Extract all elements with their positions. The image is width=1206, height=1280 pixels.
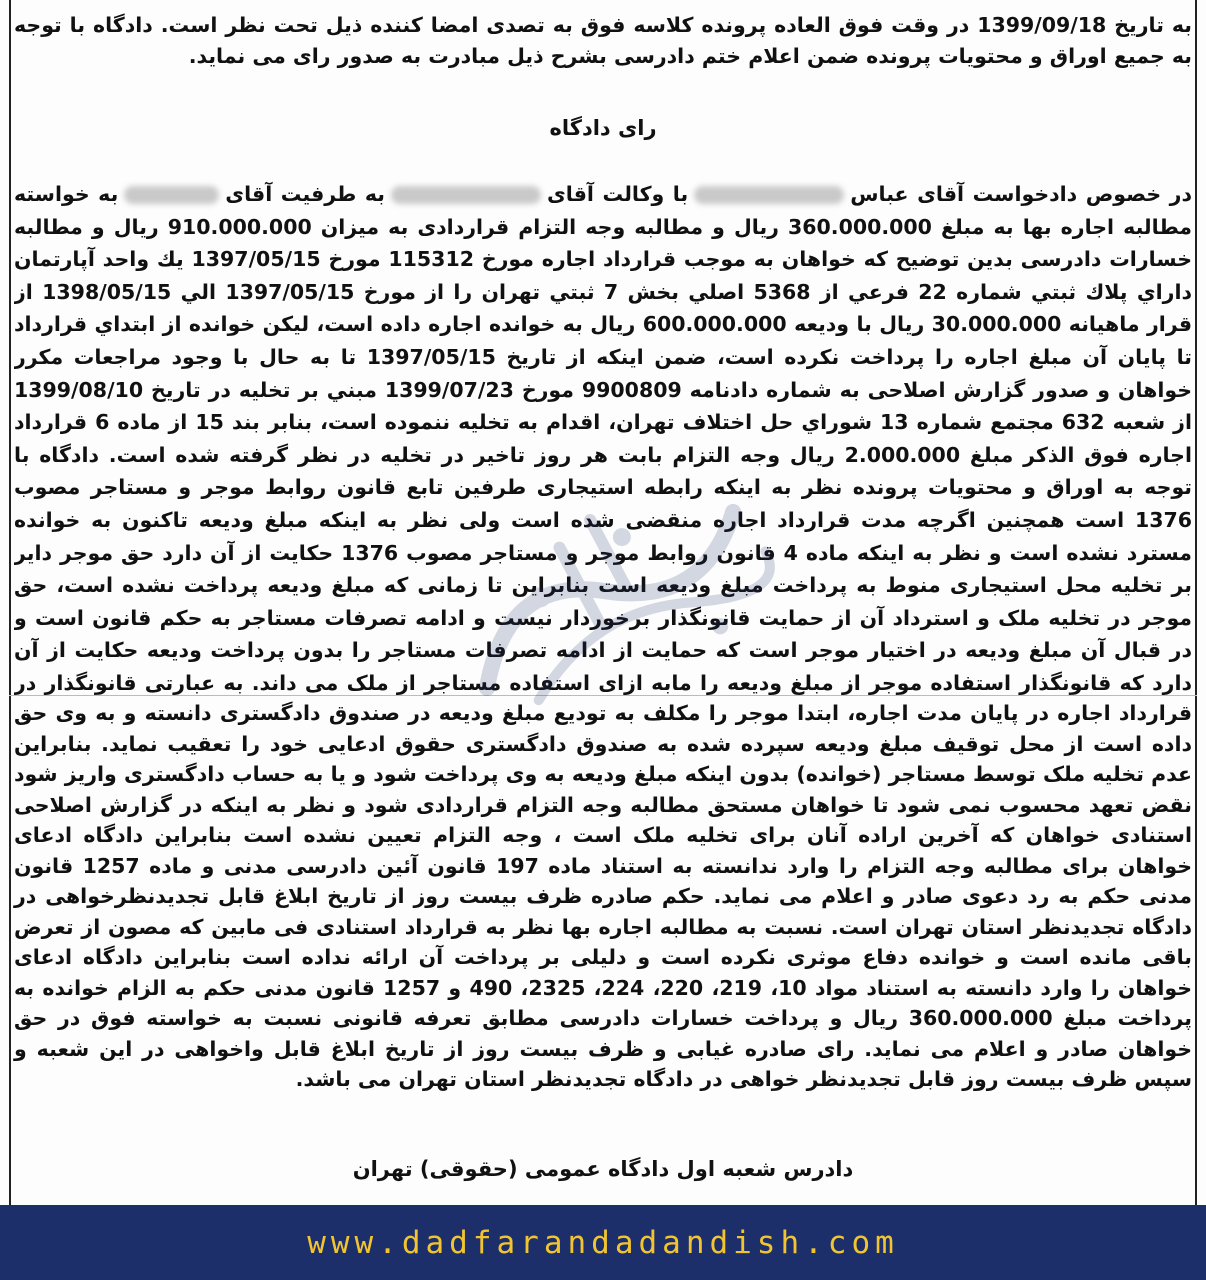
redacted-name	[391, 186, 541, 204]
website-url[interactable]: www.dadfarandadandish.com	[307, 1224, 899, 1261]
ruling-heading: رای دادگاه	[549, 116, 657, 140]
ruling-paragraph-top	[14, 178, 1192, 696]
redacted-name	[694, 186, 844, 204]
attorney-clause: با وکالت آقای	[547, 182, 689, 206]
plaintiff-clause: در خصوص دادخواست آقای عباس	[850, 182, 1192, 206]
claim-text: به خواسته مطالبه اجاره بها به مبلغ 360.000.000 ریال و مطالبه وجه التزام قراردادی به میزان 910.000.000 ریال و مطالبه خسارات دادرسی بدین توضیح که خواهان به موجب قرارداد اجاره مورخ 115312 مورخ 1397/05/15 یك واحد آپارتمان داراي پلاك ثبتي شماره 22 فرعي از 5368 اصلي بخش 7 ثبتي تهران را از مورخ 1397/05/15 الي 1398/05/15 از قرار ماهيانه 30.000.000 ریال با ودیعه 600.000.000 ریال به خوانده اجاره داده است، لیکن خوانده از ابتداي قرارداد تا پایان آن مبلغ اجاره را پرداخت نکرده است، ضمن اینکه از تاریخ 1397/05/15 تا به حال با وجود مراجعات مکرر خواهان و صدور گزارش اصلاحی به شماره دادنامه 9900809 مورخ 1399/07/23 مبني بر تخلیه در تاریخ 1399/08/10 از شعبه 632 مجتمع شماره 13 شوراي حل اختلاف تهران، اقدام به تخلیه ننموده است، بنابر بند 15 از ماده 6 قرارداد اجاره فوق الذکر مبلغ 2.000.000 ریال وجه التزام بابت هر روز تاخیر در تخلیه در نظر گرفته شده است. دادگاه با توجه به اوراق و محتویات پرونده نظر به اینکه رابطه استیجاری طرفین تابع قانون روابط موجر و مستاجر مصوب 1376 است همچنین اگرچه مدت قرارداد اجاره منقضی شده است ولی نظر به اینکه مبلغ ودیعه تاکنون به خوانده مسترد نشده است و نظر به اینکه ماده 4 قانون روابط موجر و مستاجر مصوب 1376 حکایت از آن دارد حق موجر دایر بر تخلیه محل استیجاری منوط به پرداخت مبلغ ودیعه است بنابراین تا زمانی که مبلغ ودیعه پرداخت نشده است، حق موجر در تخلیه ملک و استرداد آن از حمایت قانونگذار برخوردار نیست و ادامه تصرفات مستاجر به حکم قانون است و در قبال آن مبلغ ودیعه در اختیار موجر است که حمایت از ادامه تصرفات مستاجر را بدون پرداخت ودیعه حکایت از آن دارد که قانونگذار استفاده موجر از مبلغ ودیعه را مابه ازای استفاده مستاجر از ملک می داند. به عبارتی قانونگذار در	[14, 182, 1192, 695]
defendant-clause: به طرفیت آقای	[225, 182, 386, 206]
left-border-line	[9, 0, 11, 1205]
ruling-paragraph-bottom: قرارداد اجاره در پایان مدت اجاره، ابتدا موجر را مکلف به تودیع مبلغ ودیعه در صندوق دادگستری دانسته و به وی حق داده است از محل توقیف مبلغ ودیعه سپرده شده به صندوق دادگستری حقوق ادعایی خود را تعقیب نماید. بنابراین عدم تخلیه ملک توسط مستاجر (خوانده) بدون اینکه مبلغ ودیعه به وی پرداخت شود و یا به حساب دادگستری واریز شود نقض تعهد محسوب نمی شود تا خواهان مستحق مطالبه وجه التزام قراردادی شود و نظر به اینکه در گزارش اصلاحی استنادی خواهان که آخرین اراده آنان برای تخلیه ملک است ، وجه التزام تعیین نشده است بنابراین دادگاه ادعای خواهان برای مطالبه وجه التزام را وارد ندانسته به استناد ماده 197 قانون آئین دادرسی مدنی و ماده 1257 قانون مدنی حکم به رد دعوی صادر و اعلام می نماید. حکم صادره ظرف بیست روز از تاریخ ابلاغ قابل تجدیدنظرخواهی در دادگاه تجدیدنظر استان تهران است. نسبت به مطالبه اجاره بها نظر به قرارداد استنادی فی مابین که مصون از تعرض باقی مانده است و خوانده دفاع موثری نکرده است و دلیلی بر پرداخت آن ارائه نداده است بنابراین دادگاه ادعای خواهان را وارد دانسته به استناد مواد 10، 219، 220، 224، 2325، 490 و 1257 قانون مدنی حکم به الزام خوانده به پرداخت مبلغ 360.000.000 ریال و پرداخت خسارات دادرسی مطابق تعرفه قانونی نسبت به خواسته فوق در حق خواهان صادر و اعلام می نماید. رای صادره غیابی و ظرف بیست روز از تاریخ ابلاغ قابل واخواهی در این شعبه و سپس ظرف بیست روز قابل تجدیدنظر خواهی در دادگاه تجدیدنظر استان تهران می باشد.	[14, 701, 1192, 1091]
judge-signature-line: دادرس شعبه اول دادگاه عمومی (حقوقی) تهران	[352, 1157, 854, 1181]
right-border-line	[1195, 0, 1197, 1205]
site-footer-banner	[0, 1205, 1206, 1280]
redacted-name	[124, 186, 219, 204]
page-seam	[9, 695, 1197, 696]
intro-paragraph: به تاریخ 1399/09/18 در وقت فوق العاده پرونده کلاسه فوق به تصدی امضا کننده ذیل تحت نظر است. دادگاه با توجه به جمیع اوراق و محتویات پرونده ضمن اعلام ختم دادرسی بشرح ذیل مبادرت به صدور رای می نماید.	[14, 13, 1192, 68]
